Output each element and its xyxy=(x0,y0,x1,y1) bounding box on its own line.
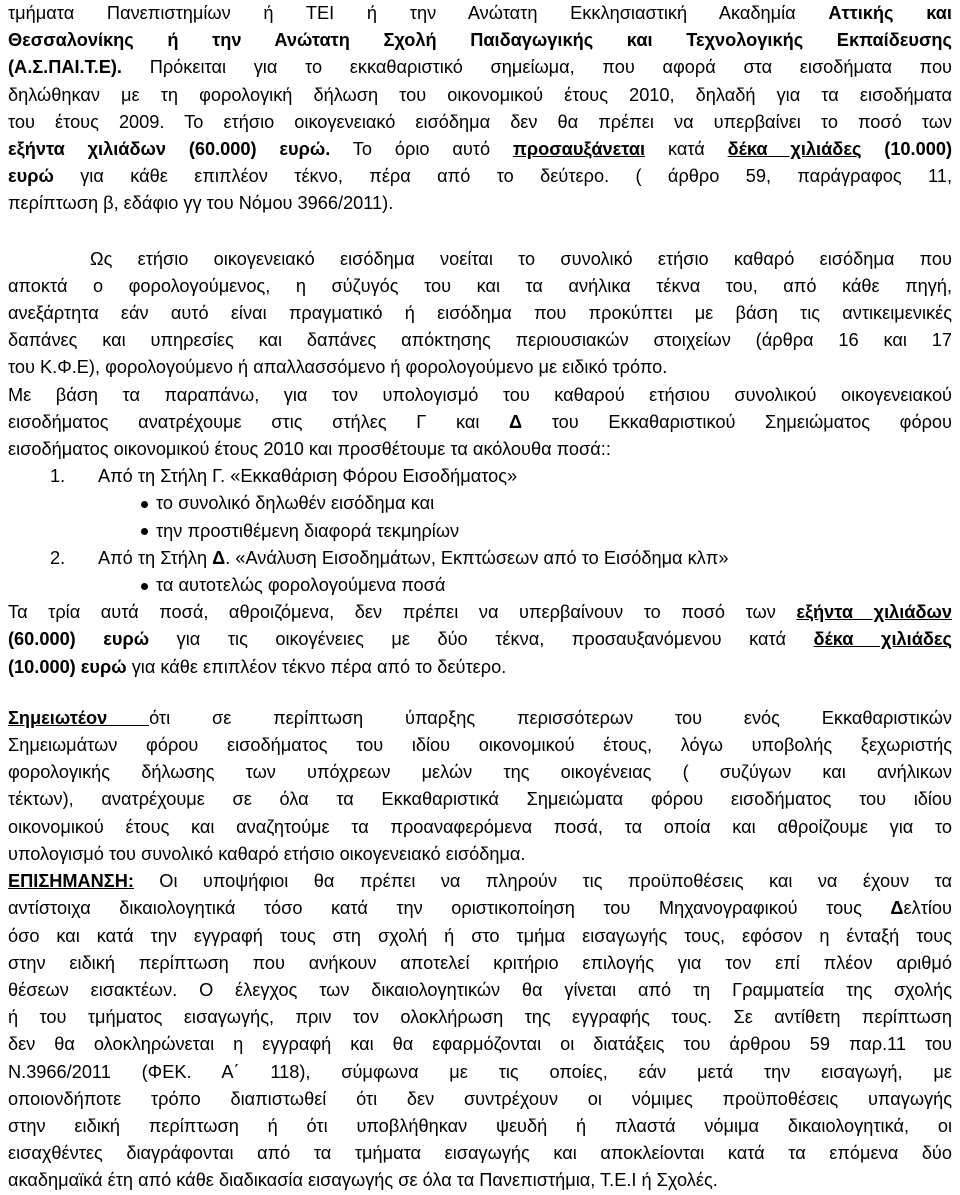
text-line: οποιονδήποτε τρόπο διαπιστωθεί ότι δεν συντρέχουν οι νόμιμες προϋποθέσεις υπαγωγής xyxy=(8,1088,952,1109)
text-line: Θεσσαλονίκης ή την Ανώτατη Σχολή Παιδαγωγικής και Τεχνολογικής Εκπαίδευσης xyxy=(8,30,952,51)
paragraph-warning xyxy=(8,868,952,1194)
text-span: Από τη Στήλη xyxy=(98,547,213,568)
text-span: για κάθε επιπλέον τέκνο, πέρα από το δεύτερο. ( άρθρο 59, παράγραφος 11, xyxy=(53,166,952,187)
bold-text: (Α.Σ.ΠΑΙ.Τ.Ε). xyxy=(8,57,122,78)
list-item-text: Από τη Στήλη Γ. «Εκκαθάριση Φόρου Εισοδήματος» xyxy=(98,466,518,487)
text-line: αποκτά ο φορολογούμενος, η σύζυγός του και τα ανήλικα τέκνα του, από κάθε πηγή, xyxy=(8,275,952,296)
text-line: δεν θα ολοκληρώνεται η εγγραφή και θα εφαρμόζονται οι διατάξεις του άρθρου 59 παρ.11 του xyxy=(8,1034,952,1055)
bold-text: Δ xyxy=(509,411,523,432)
numbered-list xyxy=(8,463,952,599)
text-line: του έτους 2009. Το ετήσιο οικογενειακό εισόδημα δεν θα πρέπει να υπερβαίνει το ποσό των xyxy=(8,111,952,132)
bold-text: Αττικής και xyxy=(828,3,952,23)
list-item xyxy=(8,463,952,490)
text-line: Ως ετήσιο οικογενειακό εισόδημα νοείται το συνολικό ετήσιο καθαρό εισόδημα που xyxy=(90,248,952,269)
text-line: εισοδήματος οικονομικού έτους 2010 και προσθέτουμε τα ακόλουθα ποσά:: xyxy=(8,439,611,460)
note-label: Σημειωτέον xyxy=(8,707,150,728)
text-span: Οι υποψήφιοι θα πρέπει να πληρούν τις προϋποθέσεις και να έχουν τα xyxy=(133,871,952,892)
bullet-text: το συνολικό δηλωθέν εισόδημα και xyxy=(156,493,435,514)
text-line: όσο και κατά την εγγραφή τους στη σχολή ή στο τμήμα εισαγωγής τους, εφόσον η ένταξή τους xyxy=(8,925,952,946)
list-number: 2. xyxy=(50,547,66,568)
bullet-item xyxy=(8,572,952,599)
bold-underlined-text: προσαυξάνεται xyxy=(512,139,646,160)
list-item-text xyxy=(98,545,728,572)
text-line xyxy=(8,0,952,27)
text-line xyxy=(8,163,952,190)
text-span: του Εκκαθαριστικού Σημειώματος φόρου xyxy=(522,411,952,432)
bold-text: (10.000) ευρώ xyxy=(8,656,127,677)
text-line: περίπτωση β, εδάφιο γγ του Νόμου 3966/2011). xyxy=(8,193,394,214)
bold-text: ευρώ xyxy=(8,166,54,187)
warning-label: ΕΠΙΣΗΜΑΝΣΗ: xyxy=(8,871,134,892)
text-line: Σημειωμάτων φόρου εισοδήματος του ιδίου οικονομικού έτους, λόγω υποβολής ξεχωριστής xyxy=(8,735,952,756)
list-number: 1. xyxy=(50,466,66,487)
text-line: εισαχθέντες διαγράφονται από τα τμήματα εισαγωγής και αποκλείονται κατά τα επόμενα δύο xyxy=(8,1143,952,1164)
bullet-item xyxy=(8,490,952,517)
spacer xyxy=(8,681,952,705)
paragraph-calculation xyxy=(8,382,952,464)
bold-text: (10.000) xyxy=(861,139,953,160)
text-line xyxy=(8,705,952,732)
bold-text: Δ xyxy=(212,547,226,568)
text-span: ότι σε περίπτωση ύπαρξης περισσότερων του ενός Εκκαθαριστικών xyxy=(149,707,952,728)
text-line: στην ειδική περίπτωση που ανήκουν αποτελεί κριτήριο επιλογής για τον επί πλέον αριθμό xyxy=(8,952,952,973)
text-line: δηλώθηκαν με τη φορολογική δήλωση του οικονομικού έτους 2010, δηλαδή για τα εισοδήματα xyxy=(8,84,952,105)
text-line: υπολογισμό του συνολικό καθαρό ετήσιο οικογενειακό εισόδημα. xyxy=(8,843,526,864)
text-line: οικονομικού έτους και αναζητούμε τα προαναφερόμενα ποσά, τα οποία και αθροίζουμε για το xyxy=(8,816,952,837)
bold-text: Δ xyxy=(890,898,904,919)
text-line xyxy=(8,654,952,681)
bullet-icon xyxy=(8,490,156,517)
text-line: Ν.3966/2011 (ΦΕΚ. Α΄ 118), σύμφωνα με τις οποίες, εάν μετά την εισαγωγή, με xyxy=(8,1061,952,1082)
text-span: . «Ανάλυση Εισοδημάτων, Εκπτώσεων από το Εισόδημα κλπ» xyxy=(225,547,729,568)
text-line: τέκτων), ανατρέχουμε σε όλα τα Εκκαθαριστικά Σημειώματα φόρου εισοδήματος του ιδίου xyxy=(8,789,952,810)
bold-text: εξήντα χιλιάδων (60.000) ευρώ. xyxy=(8,139,331,160)
bold-text: (60.000) ευρώ xyxy=(8,629,150,650)
text-line: του Κ.Φ.Ε), φορολογούμενο ή απαλλασσόμενο ή φορολογούμενο με ειδικό τρόπο. xyxy=(8,357,668,378)
text-line: Με βάση τα παραπάνω, για τον υπολογισμό του καθαρού ετήσιου συνολικού οικογενειακού xyxy=(8,384,952,405)
text-line xyxy=(8,54,952,81)
text-span: ελτίου xyxy=(903,898,952,919)
text-span: κατά xyxy=(645,139,728,160)
bullet-icon xyxy=(8,572,156,599)
bold-underlined-text: εξήντα χιλιάδων xyxy=(796,602,952,623)
text-line: ακαδημαϊκά έτη από κάθε διαδικασία εισαγωγής σε όλα τα Πανεπιστήμια, Τ.Ε.Ι ή Σχολές. xyxy=(8,1170,718,1191)
text-line: ή του τμήματος εισαγωγής, πριν τον ολοκλήρωση της εγγραφής τους. Σε αντίθετη περίπτωση xyxy=(8,1007,952,1028)
bold-underlined-text: δέκα χιλιάδες xyxy=(727,139,862,160)
bullet-icon xyxy=(8,518,156,545)
paragraph-eligibility xyxy=(8,0,952,218)
text-line xyxy=(8,626,952,653)
text-span: εισοδήματος ανατρέχουμε στις στήλες Γ και xyxy=(8,411,510,432)
text-span: Το όριο αυτό xyxy=(330,139,513,160)
text-span: αντίστοιχα δικαιολογητικά τόσο κατά την οριστικοποίηση του Μηχανογραφικού τους xyxy=(8,898,891,919)
bullet-text: την προστιθέμενη διαφορά τεκμηρίων xyxy=(156,520,460,541)
text-line: φορολογικής δήλωσης των υπόχρεων μελών της οικογένειας ( συζύγων και ανήλικων xyxy=(8,762,952,783)
text-line: στην ειδική περίπτωση ή ότι υποβλήθηκαν ψευδή ή πλαστά νόμιμα δικαιολογητικά, οι xyxy=(8,1115,952,1136)
text-line xyxy=(8,868,952,895)
bullet-item xyxy=(8,518,952,545)
text-line xyxy=(8,409,952,436)
text-line xyxy=(8,599,952,626)
paragraph-limit xyxy=(8,599,952,681)
text-line: θέσεων εισακτέων. Ο έλεγχος των δικαιολογητικών θα γίνεται από τη Γραμματεία της σχολής xyxy=(8,979,952,1000)
list-item xyxy=(8,545,952,572)
text-span: τμήματα Πανεπιστημίων ή ΤΕΙ ή την Ανώτατη Εκκλησιαστική Ακαδημία xyxy=(8,3,796,23)
text-span: για τις οικογένειες με δύο τέκνα, προσαυξανόμενου κατά xyxy=(149,629,814,650)
text-line: ανεξάρτητα εάν αυτό είναι πραγματικό ή εισόδημα που προκύπτει με βάση τις αντικειμενικές xyxy=(8,303,952,324)
paragraph-income-definition xyxy=(8,246,952,382)
text-line xyxy=(8,895,952,922)
text-line xyxy=(8,136,952,163)
text-span: Πρόκειται για το εκκαθαριστικό σημείωμα, που αφορά στα εισοδήματα που xyxy=(149,57,953,78)
spacer xyxy=(8,218,952,246)
paragraph-note xyxy=(8,705,952,868)
bold-underlined-text: δέκα χιλιάδες xyxy=(813,629,952,650)
text-span: Τα τρία αυτά ποσά, αθροιζόμενα, δεν πρέπει να υπερβαίνουν το ποσό των xyxy=(8,602,797,623)
text-line: δαπάνες και υπηρεσίες και δαπάνες απόκτησης περιουσιακών στοιχείων (άρθρα 16 και 17 xyxy=(8,330,952,351)
text-span: για κάθε επιπλέον τέκνο πέρα από το δεύτερο. xyxy=(126,656,507,677)
bullet-text: τα αυτοτελώς φορολογούμενα ποσά xyxy=(156,575,446,596)
